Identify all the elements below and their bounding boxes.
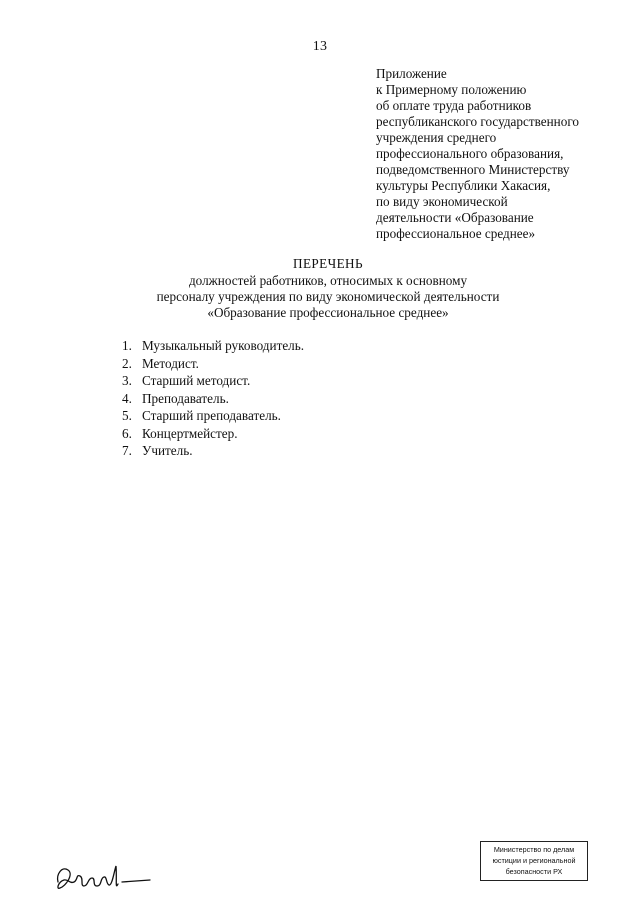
- heading-subtitle-line: должностей работников, относимых к основному: [188, 273, 468, 288]
- positions-list: [122, 337, 304, 460]
- appendix-line: по виду экономической: [376, 194, 508, 209]
- list-heading: [0, 256, 640, 321]
- ministry-stamp: [480, 841, 588, 881]
- stamp-line: безопасности РХ: [505, 867, 563, 876]
- list-item: [122, 425, 304, 443]
- item-text: Учитель.: [142, 443, 193, 458]
- appendix-line: культуры Республики Хакасия,: [376, 178, 551, 193]
- appendix-line: учреждения среднего: [376, 130, 497, 145]
- appendix-line: профессиональное среднее»: [376, 226, 536, 241]
- item-number: 7.: [122, 443, 132, 458]
- item-number: 4.: [122, 390, 132, 406]
- appendix-line: об оплате труда работников: [376, 98, 532, 113]
- item-number: 6.: [122, 425, 132, 441]
- appendix-line: профессионального образования,: [376, 146, 564, 161]
- item-text: Преподаватель.: [142, 390, 229, 406]
- item-number: 3.: [122, 373, 132, 388]
- appendix-line: республиканского государственного: [376, 114, 579, 129]
- list-item: [122, 407, 304, 425]
- heading-subtitle-line: «Образование профессиональное среднее»: [207, 305, 449, 320]
- stamp-line: юстиции и региональной: [492, 856, 576, 865]
- item-text: Старший методист.: [142, 373, 251, 388]
- stamp-line: Министерство по делам: [493, 845, 575, 854]
- handwritten-signature: [52, 852, 162, 900]
- item-text: Методист.: [142, 355, 199, 371]
- list-item: [122, 355, 304, 373]
- list-item: [122, 442, 304, 460]
- item-number: 2.: [122, 355, 132, 371]
- page-number: 13: [312, 39, 328, 54]
- item-text: Старший преподаватель.: [142, 408, 281, 423]
- item-text: Музыкальный руководитель.: [142, 338, 305, 353]
- appendix-line: Приложение: [376, 66, 447, 81]
- appendix-line: подведомственного Министерству: [376, 162, 570, 177]
- item-text: Концертмейстер.: [142, 425, 238, 441]
- appendix-block: [376, 66, 616, 242]
- list-item: [122, 337, 304, 355]
- appendix-line: деятельности «Образование: [376, 210, 534, 225]
- item-number: 1.: [122, 338, 132, 353]
- list-item: [122, 372, 304, 390]
- heading-subtitle-line: персоналу учреждения по виду экономической деятельности: [156, 289, 500, 304]
- heading-title: ПЕРЕЧЕНЬ: [293, 256, 363, 271]
- appendix-line: к Примерному положению: [376, 82, 527, 97]
- list-item: [122, 390, 304, 408]
- item-number: 5.: [122, 408, 132, 423]
